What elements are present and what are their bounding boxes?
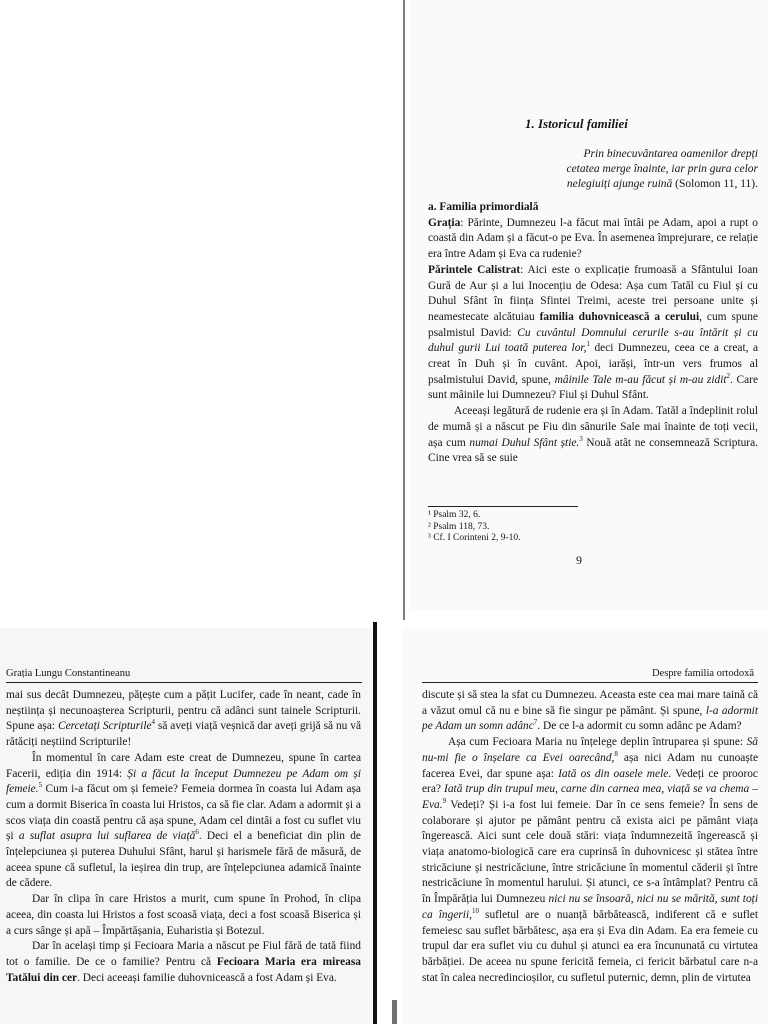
footnote-marker[interactable]: 5 [38, 781, 43, 790]
quotation: mâinile Tale m-au făcut și m-au zidit [554, 373, 727, 386]
paragraph-text: . De ce l-a adormit cu somn adânc pe Adam? [537, 720, 742, 733]
footnote-marker[interactable]: 7 [533, 718, 538, 727]
quotation: Să nu-mi fie o înșelare ca Evei oarecând, [422, 736, 758, 764]
quotation: nici nu se însoară, nici nu se mărită, sunt toți ca îngerii, [422, 893, 758, 921]
paragraph [428, 216, 758, 263]
footnote-marker[interactable]: 10 [472, 907, 479, 916]
paragraph-text: Aceeași legătură de rudenie era și în Adam. Tatăl a îndeplinit rolul de mumă și a născut pe Fiu din sânurile Sale mai înainte de toți vecii, așa cum [428, 405, 758, 449]
paragraph [422, 735, 758, 986]
chapter-title: 1. Istoricul familiei [525, 116, 628, 131]
paragraph-text: Așa cum Fecioara Maria nu înțelege deplin întruparea și spune: [448, 736, 747, 749]
motto-line-3 [490, 177, 758, 192]
page-10 [0, 628, 372, 1024]
paragraph-text: În momentul în care Adam este creat de Dumnezeu, spune în cartea Facerii, ediția din 1914: [6, 751, 361, 780]
chapter-motto [490, 147, 758, 192]
paragraph-text: . Deci el a beneficiat din plin de înțelepciunea și puterea Duhului Sfânt, harul și harismele fără de măsură, de aceea spune că sufletul, la ieșirea din trup, are înțelepciunea adamică înainte de cădere. [6, 830, 361, 890]
paragraph-text: deci Dumnezeu, ceea ce a creat, a creat în Duh și în cuvânt. Apoi, iarăși, într-un vers frumos al psalmistului David, spune, [428, 342, 759, 386]
footnote-marker[interactable]: 6 [195, 828, 199, 837]
footnote-marker[interactable]: 8 [614, 750, 618, 759]
paragraph-text: . Deci aceeași familie duhovnicească a fost Adam și Eva. [77, 971, 337, 984]
paragraph-text: Dar în același timp și Fecioara Maria a născut pe Fiul fără de tată fiind tot o familie. De ce o familie? Pentru că [6, 940, 361, 968]
speaker-name: Grația [428, 216, 461, 229]
page-gutter-shadow [403, 0, 405, 620]
paragraph [6, 688, 361, 751]
paragraph [428, 404, 758, 467]
paragraph [6, 751, 361, 892]
paragraph-text: așa nici Adam nu cunoaște facerea Evei, dar spune așa: [422, 751, 759, 780]
page-9-body [428, 200, 758, 467]
bold-phrase: familia duhovnicească a cerului [539, 310, 700, 323]
paragraph-text: . Vedeți ce prooroc era? [422, 767, 758, 796]
footnotes [428, 510, 521, 545]
quotation: Cu cuvântul Domnului cerurile s-au întărit și cu duhul gurii Lui toată puterea lor, [428, 326, 758, 355]
footnote-marker[interactable]: 4 [151, 718, 156, 727]
paragraph [428, 263, 758, 404]
bold-phrase: Fecioara Maria era mireasa Tatălui din cer [6, 955, 361, 984]
paragraph-text: să aveți viață veșnică dar aveți grijă să nu vă rătăciți neștiind Scripturile! [6, 720, 361, 749]
quotation: Iată trup din trupul meu, carne din carnea mea, viață se va chema – Eva. [422, 783, 759, 811]
quotation: Și a făcut la început Dumnezeu pe Adam om și femeie. [6, 767, 361, 796]
motto-line-3-text: nelegiuiți ajunge ruină [566, 178, 673, 190]
running-head-title: Despre familia ortodoxă [651, 668, 754, 679]
paragraph-text: Cum i-a făcut om și femeie? Femeia dormea în coasta lui Adam așa cum a dormit Biserica în coasta lui Hristos, ca să fie clar. Adam a adormit și a scos viața din coastă pentru că așa spune, Adam cel dintâi a fost cu suflet viu și [6, 783, 361, 843]
running-head-author: Grația Lungu Constantineanu [6, 668, 131, 679]
page-number: 9 [576, 553, 582, 567]
quotation: Iată os din oasele mele [558, 767, 669, 780]
speaker-name: Părintele Calistrat [428, 263, 521, 276]
footnote-marker[interactable]: 1 [586, 340, 590, 349]
paragraph-text: . Care sunt mâinile lui Dumnezeu? Fiul și Duhul Sfânt. [428, 373, 758, 402]
paragraph-text: Nouă atât ne consemnează Scriptura. Cine vrea să se suie [428, 436, 759, 465]
quotation: l-a adormit pe Adam un somn adânc [422, 704, 759, 733]
paragraph-text: : Părinte, Dumnezeu l-a făcut mai întâi pe Adam, apoi a rupt o coastă din Adam și a făcut-o pe Eva. În asemenea împrejurare, ce relație era între Adam și Eva ca rudenie? [428, 216, 758, 261]
spread-gutter [373, 622, 377, 1024]
paragraph: Dar în clipa în care Hristos a murit, cum spune în Prohod, în clipa aceea, din coasta lui Hristos a fost scoasă viața, deci a fost scoasă Biserica și a curs sânge și apă – Împărtășania, Euharistia și Botezul. [6, 893, 361, 937]
footnote-marker[interactable]: 9 [442, 797, 447, 806]
paragraph-text: Vedeți? Și i-a fost lui femeie. Dar în ce sens femeie? În sens de colaborare și ajutor pe pământ pentru că exista aici pe pământ viața îngerească. Aici sunt cele două stări: viața îndumnezeită îngerească și viața anatomo-biologică care era cuprinsă în duhovnicesc și stătea între stricăciune și nestricăciune, între stricăciune în momentul căderii și între nestricăciune în momentul harului. Și atunci, ce s-a întâmplat? Pentru că în Împărăția lui Dumnezeu [422, 798, 758, 906]
paragraph-text: discute și să stea la sfat cu Dumnezeu. Aceasta este cea mai mare taină că a văzut omul că nu e bine să fie singur pe pământ. Și spune, [422, 689, 758, 717]
footnote: ³ Cf. I Corinteni 2, 9-10. [428, 533, 521, 543]
footnote: ² Psalm 118, 73. [428, 521, 490, 532]
footnote-separator [428, 506, 578, 507]
footnote-marker[interactable]: 2 [726, 371, 731, 380]
motto-reference: (Solomon 11, 11). [672, 178, 758, 190]
footnote: ¹ Psalm 32, 6. [428, 510, 481, 520]
quotation: Cercetați Scripturile [57, 720, 152, 733]
paragraph [422, 688, 758, 735]
motto-line-1: Prin binecuvântarea oamenilor drepți [583, 148, 758, 160]
paragraph-text: , cum spune psalmistul David: [428, 310, 758, 339]
paragraph-text: mai sus decât Dumnezeu, pățește cum a pățit Lucifer, cade în neant, cade în neștiința și necunoașterea Scripturii, pentru că adânci sunt tainele Scripturii. Spune așa: [6, 689, 361, 733]
page-10-body [6, 688, 361, 986]
header-rule [6, 682, 362, 683]
page-11 [402, 628, 768, 1024]
paragraph-text: sufletul are o nuanță bărbătească, indiferent că e suflet femeiesc sau suflet bărbătesc, așa era și Eva din Adam. Ea era femeie cu trupul dar era suflet viu cu duhul și atunci ea era încununată cu virtutea bărbăției. De aceea nu spune fericită femeia, ci fericit bărbatul care n-a stat în calea necredincioșilor, cu sufletul puternic, demn, plin de virtutea [422, 908, 758, 984]
paragraph-text: : Aici este o explicație frumoasă a Sfântului Ioan Gură de Aur și a lui Inocențiu de Odesa: Așa cum Tatăl cu Fiul și cu Duhul Sfânt în ființa Sfintei Treimi, aceste trei persoane unite și neamestecate alcătuiau [428, 263, 758, 323]
quotation: a suflat asupra lui suflarea de viață [18, 830, 196, 843]
quotation: numai Duhul Sfânt știe. [469, 436, 580, 449]
header-rule [422, 682, 758, 683]
page-9 [410, 0, 768, 610]
page-11-body [422, 688, 758, 986]
spread-gutter-shadow [392, 1000, 397, 1024]
paragraph [6, 939, 361, 986]
footnote-marker[interactable]: 3 [579, 434, 583, 443]
motto-line-2: cetatea merge înainte, iar prin gura celor [566, 163, 758, 175]
section-heading: a. Familia primordială [428, 201, 539, 213]
